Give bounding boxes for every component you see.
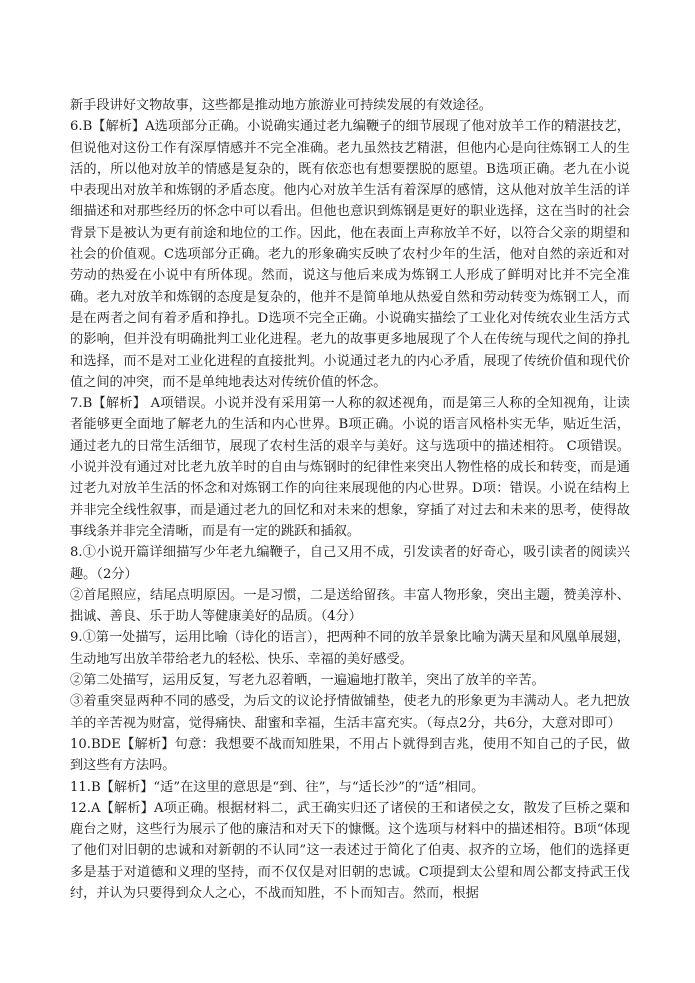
paragraph-answer-8-point-1: 8.①小说开篇详细描写少年老九编鞭子，自己又用不成，引发读者的好奇心，吸引读者的阅读兴趣。（2分） [70, 545, 630, 582]
paragraph-answer-6: 6.B【解析】A选项部分正确。小说确实通过老九编鞭子的细节展现了他对放羊工作的精湛技艺，但说他对这份工作有深厚情感并不完全准确。老九虽然技艺精湛，但他内心是向往炼钢工人的生活的，所以他对放羊的情感是复杂的，既有依恋也有想要摆脱的愿望。B选项正确。老九在小说中表现出对放羊和炼钢的矛盾态度。他内心对放羊生活有着深厚的感情，这从他对放羊生活的详细描述和对那些经历的怀念中可以看出。但他也意识到炼钢是更好的职业选择，这在当时的社会背景下是被认为更有前途和地位的工作。因此，他在表面上声称放羊不好，以符合父亲的期望和社会的价值观。C选项部分正确。老九的形象确实反映了农村少年的生活，他对自然的亲近和对劳动的热爱在小说中有所体现。然而，说这与他后来成为炼钢工人形成了鲜明对比并不完全准确。老九对放羊和炼钢的态度是复杂的，他并不是简单地从热爱自然和劳动转变为炼钢工人，而是在两者之间有着矛盾和挣扎。D选项不完全正确。小说确实描绘了工业化对传统农业生活方式的影响，但并没有明确批判工业化进程。老九的故事更多地展现了个人在传统与现代之间的挣扎和选择，而不是对工业化进程的直接批判。小说通过老九的内心矛盾，展现了传统价值和现代价值之间的冲突，而不是单纯地表达对传统价值的怀念。 [70, 119, 630, 390]
document-page [70, 95, 630, 904]
paragraph-answer-10: 10.BDE【解析】句意：我想要不战而知胜果，不用占卜就得到吉兆，使用不知自己的子民，做到这些有方法吗。 [70, 736, 630, 774]
paragraph-answer-12: 12.A【解析】A项正确。根据材料二，武王确实归还了诸侯的王和诸侯之女，散发了巨桥之粟和鹿台之财，这些行为展示了他的廉洁和对天下的慷慨。这个选项与材料中的描述相符。B项“体现了他们对旧朝的忠诚和对新朝的不认同”这一表述过于简化了伯夷、叔齐的立场，他们的选择更多是基于对道德和义理的坚持，而不仅仅是对旧朝的忠诚。C项提到太公望和周公都支持武王伐纣，并认为只要得到众人之心，不战而知胜，不卜而知吉。然而，根据 [70, 800, 630, 901]
paragraph-intro-continuation: 新手段讲好文物故事，这些都是推动地方旅游业可持续发展的有效途径。 [70, 98, 492, 113]
paragraph-answer-11: 11.B【解析】“适”在这里的意思是“到、往”，与“适长沙”的“适”相同。 [70, 779, 485, 795]
paragraph-answer-9-point-2: ②第二处描写，运用反复，写老九忍着晒，一遍遍地打散羊，突出了放羊的辛苦。 [70, 673, 545, 689]
paragraph-answer-9-point-1: 9.①第一处描写，运用比喻（诗化的语言），把两种不同的放羊景象比喻为满天星和风凰单展翅，生动地写出放羊带给老九的轻松、快乐、幸福的美好感受。 [70, 630, 630, 667]
paragraph-answer-8-point-2: ②首尾照应，结尾点明原因。一是习惯，二是送给留孩。丰富人物形象，突出主题，赞美淳朴、拙诚、善良、乐于助人等健康美好的品质。（4分） [70, 587, 630, 625]
paragraph-answer-7: 7.B【解析】 A项错误。小说并没有采用第一人称的叙述视角，而是第三人称的全知视角，让读者能够更全面地了解老九的生活和内心世界。B项正确。小说的语言风格朴实无华，贴近生活，通过老九的日常生活细节，展现了农村生活的艰辛与美好。这与选项中的描述相符。 C项错误。小说并没有通过对比老九放羊时的自由与炼钢时的纪律性来突出人物性格的成长和转变，而是通过老九对放羊生活的怀念和对炼钢工作的向往来展现他的内心世界。D项：错误。小说在结构上并非完全线性叙事，而是通过老九的回忆和对未来的想象，穿插了对过去和未来的思考，使得故事线条并非完全清晰，而是有一定的跳跃和插叙。 [70, 396, 630, 539]
paragraph-answer-9-point-3: ③着重突显两种不同的感受，为后文的议论抒情做铺垫，使老九的形象更为丰满动人。老九把放羊的辛苦视为财富，觉得痛快、甜蜜和幸福，生活丰富充实。（每点2分，共6分，大意对即可） [70, 694, 630, 731]
